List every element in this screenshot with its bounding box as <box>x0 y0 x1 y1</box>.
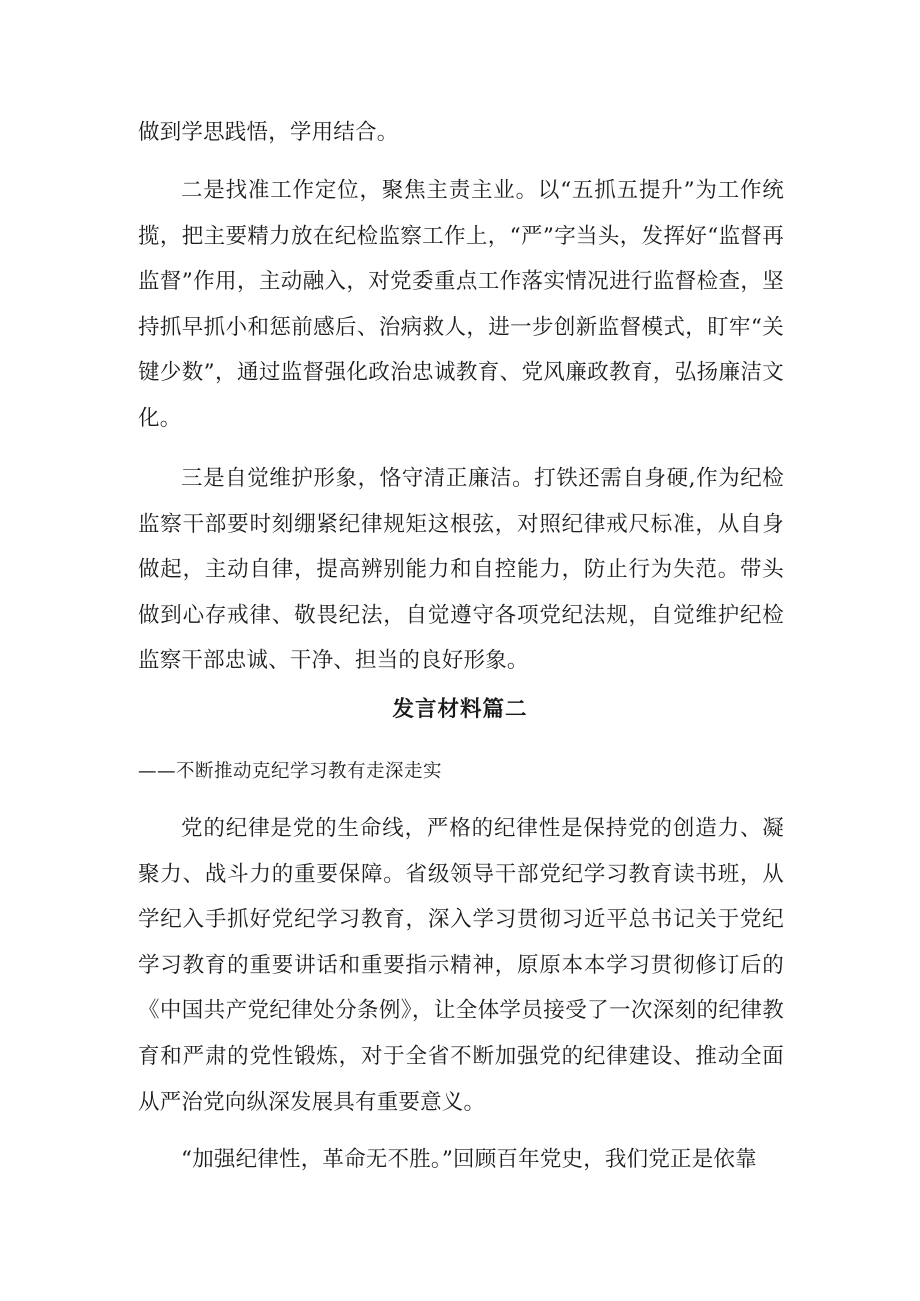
paragraph-discipline-lifeline: 党的纪律是党的生命线，严格的纪律性是保持党的创造力、凝聚力、战斗力的重要保障。省级领导干部党纪学习教育读书班，从学纪入手抓好党纪学习教育，深入学习贯彻习近平总书记关于党纪学习教育的重要讲话和重要指示精神，原原本本学习贯彻修订后的《中国共产党纪律处分条例》，让全体学员接受了一次深刻的纪律教育和严肃的党性锻炼，对于全省不断加强党的纪律建设、推动全面从严治党向纵深发展具有重要意义。 <box>138 816 784 1115</box>
paragraph-maintain-image: 三是自觉维护形象，恪守清正廉洁。打铁还需自身硬,作为纪检监察干部要时刻绷紧纪律规矩这根弦，对照纪律戒尺标准，从自身做起，主动自律，提高辨别能力和自控能力，防止行为失范。带头做到心存戒律、敬畏纪法，自觉遵守各项党纪法规，自觉维护纪检监察干部忠诚、干净、担当的良好形象。 <box>138 466 784 674</box>
paragraph-history-review: “加强纪律性，革命无不胜。”回顾百年党史，我们党正是依靠 <box>181 1147 757 1172</box>
paragraph-work-positioning: 二是找准工作定位，聚焦主责主业。以“五抓五提升”为工作统揽，把主要精力放在纪检监察工作上，“严”字当头，发挥好“监督再监督”作用，主动融入，对党委重点工作落实情况进行监督检查，坚持抓早抓小和惩前感后、治病救人，进一步创新监督模式，盯牢“关键少数”，通过监督强化政治忠诚教育、党风廉政教育，弘扬廉洁文化。 <box>138 178 784 431</box>
section-subtitle: ——不断推动克纪学习教有走深走实 <box>138 761 443 782</box>
section-heading: 发言材料篇二 <box>392 697 528 722</box>
paragraph-continuation: 做到学思践悟，学用结合。 <box>138 120 399 145</box>
